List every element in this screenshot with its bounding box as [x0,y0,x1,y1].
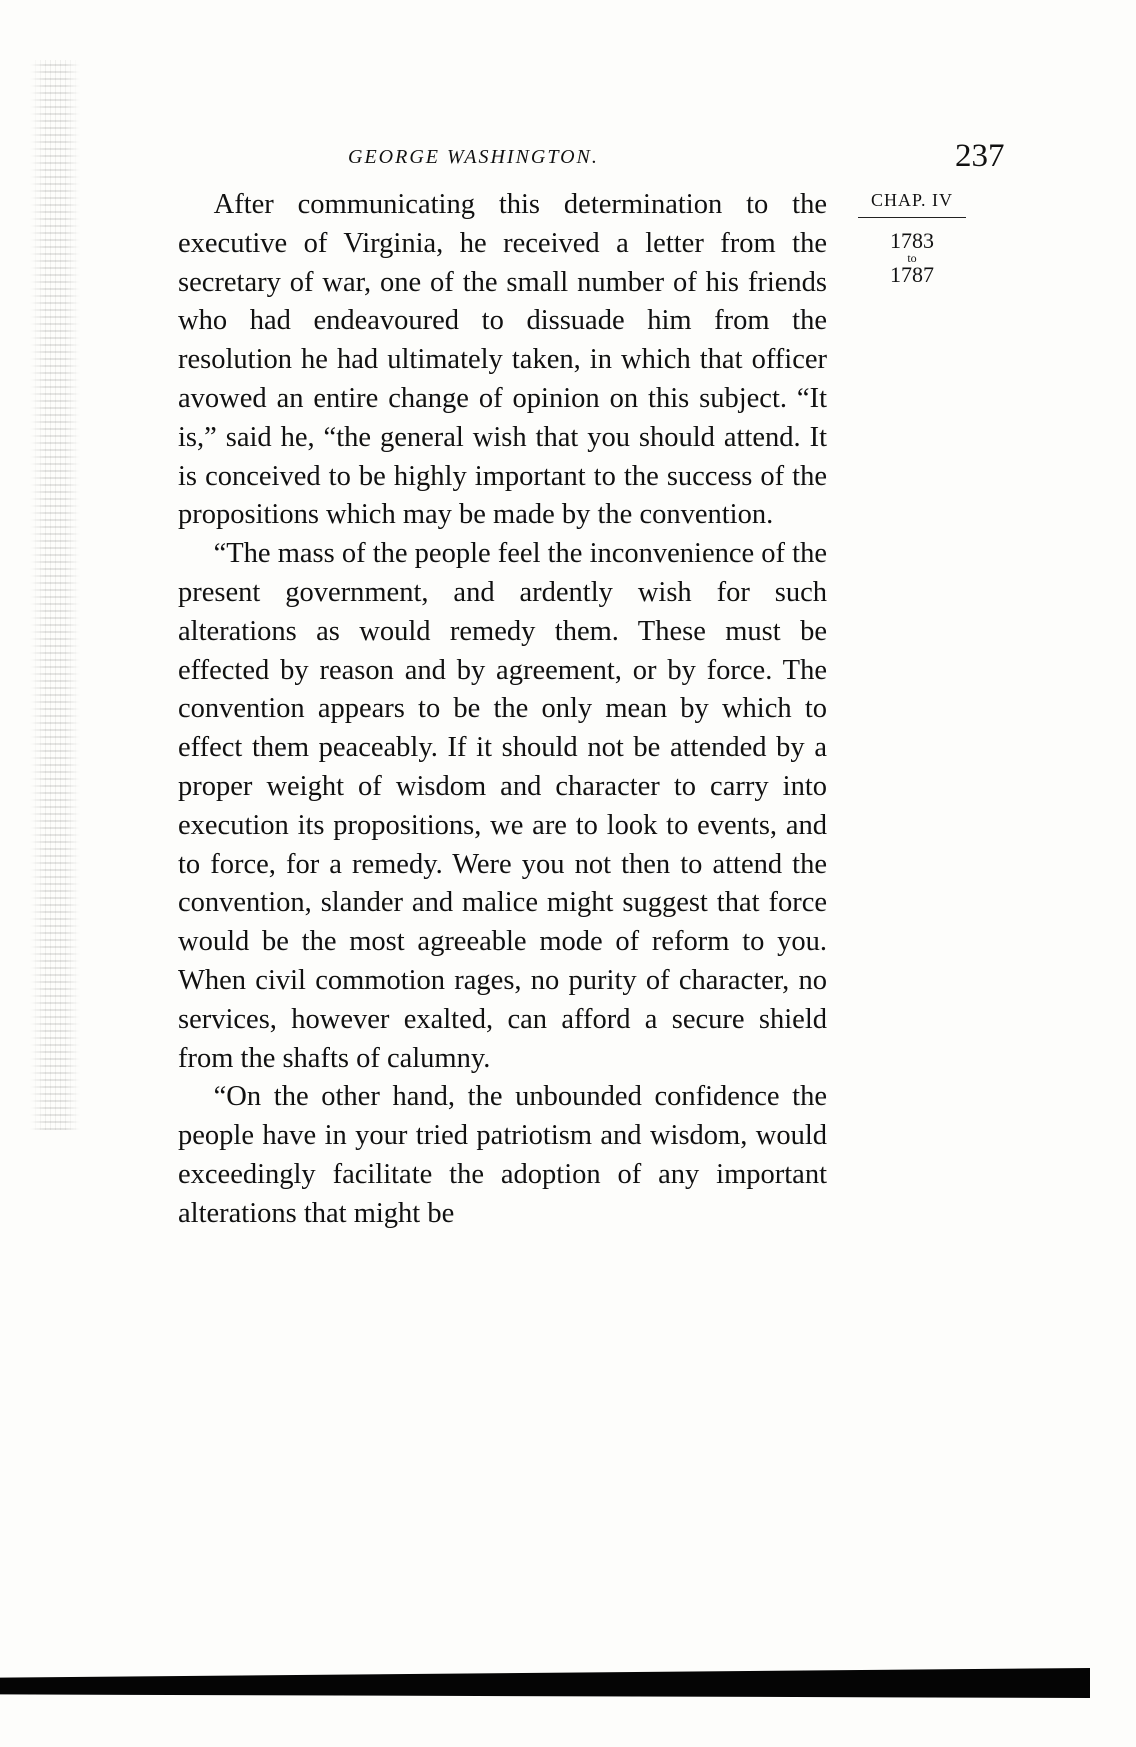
year-range-to: to [907,251,917,265]
year-from: 1783 [890,228,934,253]
body-text [178,186,827,1234]
page-number: 237 [955,138,1005,174]
paragraph: After communicating this determination to the executive of Virginia, he received a letter from the secretary of war, one of the small number of his friends who had endeavoured to dissuade him from the resolution he had ultimately taken, in which that officer avowed an entire change of opinion on this subject. “It is,” said he, “the general wish that you should attend. It is conceived to be highly important to the success of the propositions which may be made by the convention. [178,189,827,531]
year-to: 1787 [890,262,934,287]
paragraph: “The mass of the people feel the inconvenience of the present government, and ardently wish for such alterations as would remedy them. These must be effected by reason and by agreement, or by force. The convention appears to be the only mean by which to effect them peaceably. If it should not be attended by a proper weight of wisdom and character to carry into execution its propositions, we are to look to events, and to force, for a remedy. Were you not then to attend the convention, slander and malice might suggest that force would be the most agreeable mode of reform to you. When civil commotion rages, no purity of character, no services, however exalted, can afford a secure shield from the shafts of calumny. [178,538,827,1074]
scan-edge-shadow [0,1668,1090,1698]
running-head: GEORGE WASHINGTON. [348,146,599,168]
margin-note [858,190,966,286]
chapter-label: CHAP. IV [858,190,966,218]
paragraph: “On the other hand, the unbounded confidence the people have in your tried patriotism and wisdom, would exceedingly facilitate the adoption of any important alterations that might be [178,1081,827,1229]
binding-edge-shadow [30,60,80,1130]
